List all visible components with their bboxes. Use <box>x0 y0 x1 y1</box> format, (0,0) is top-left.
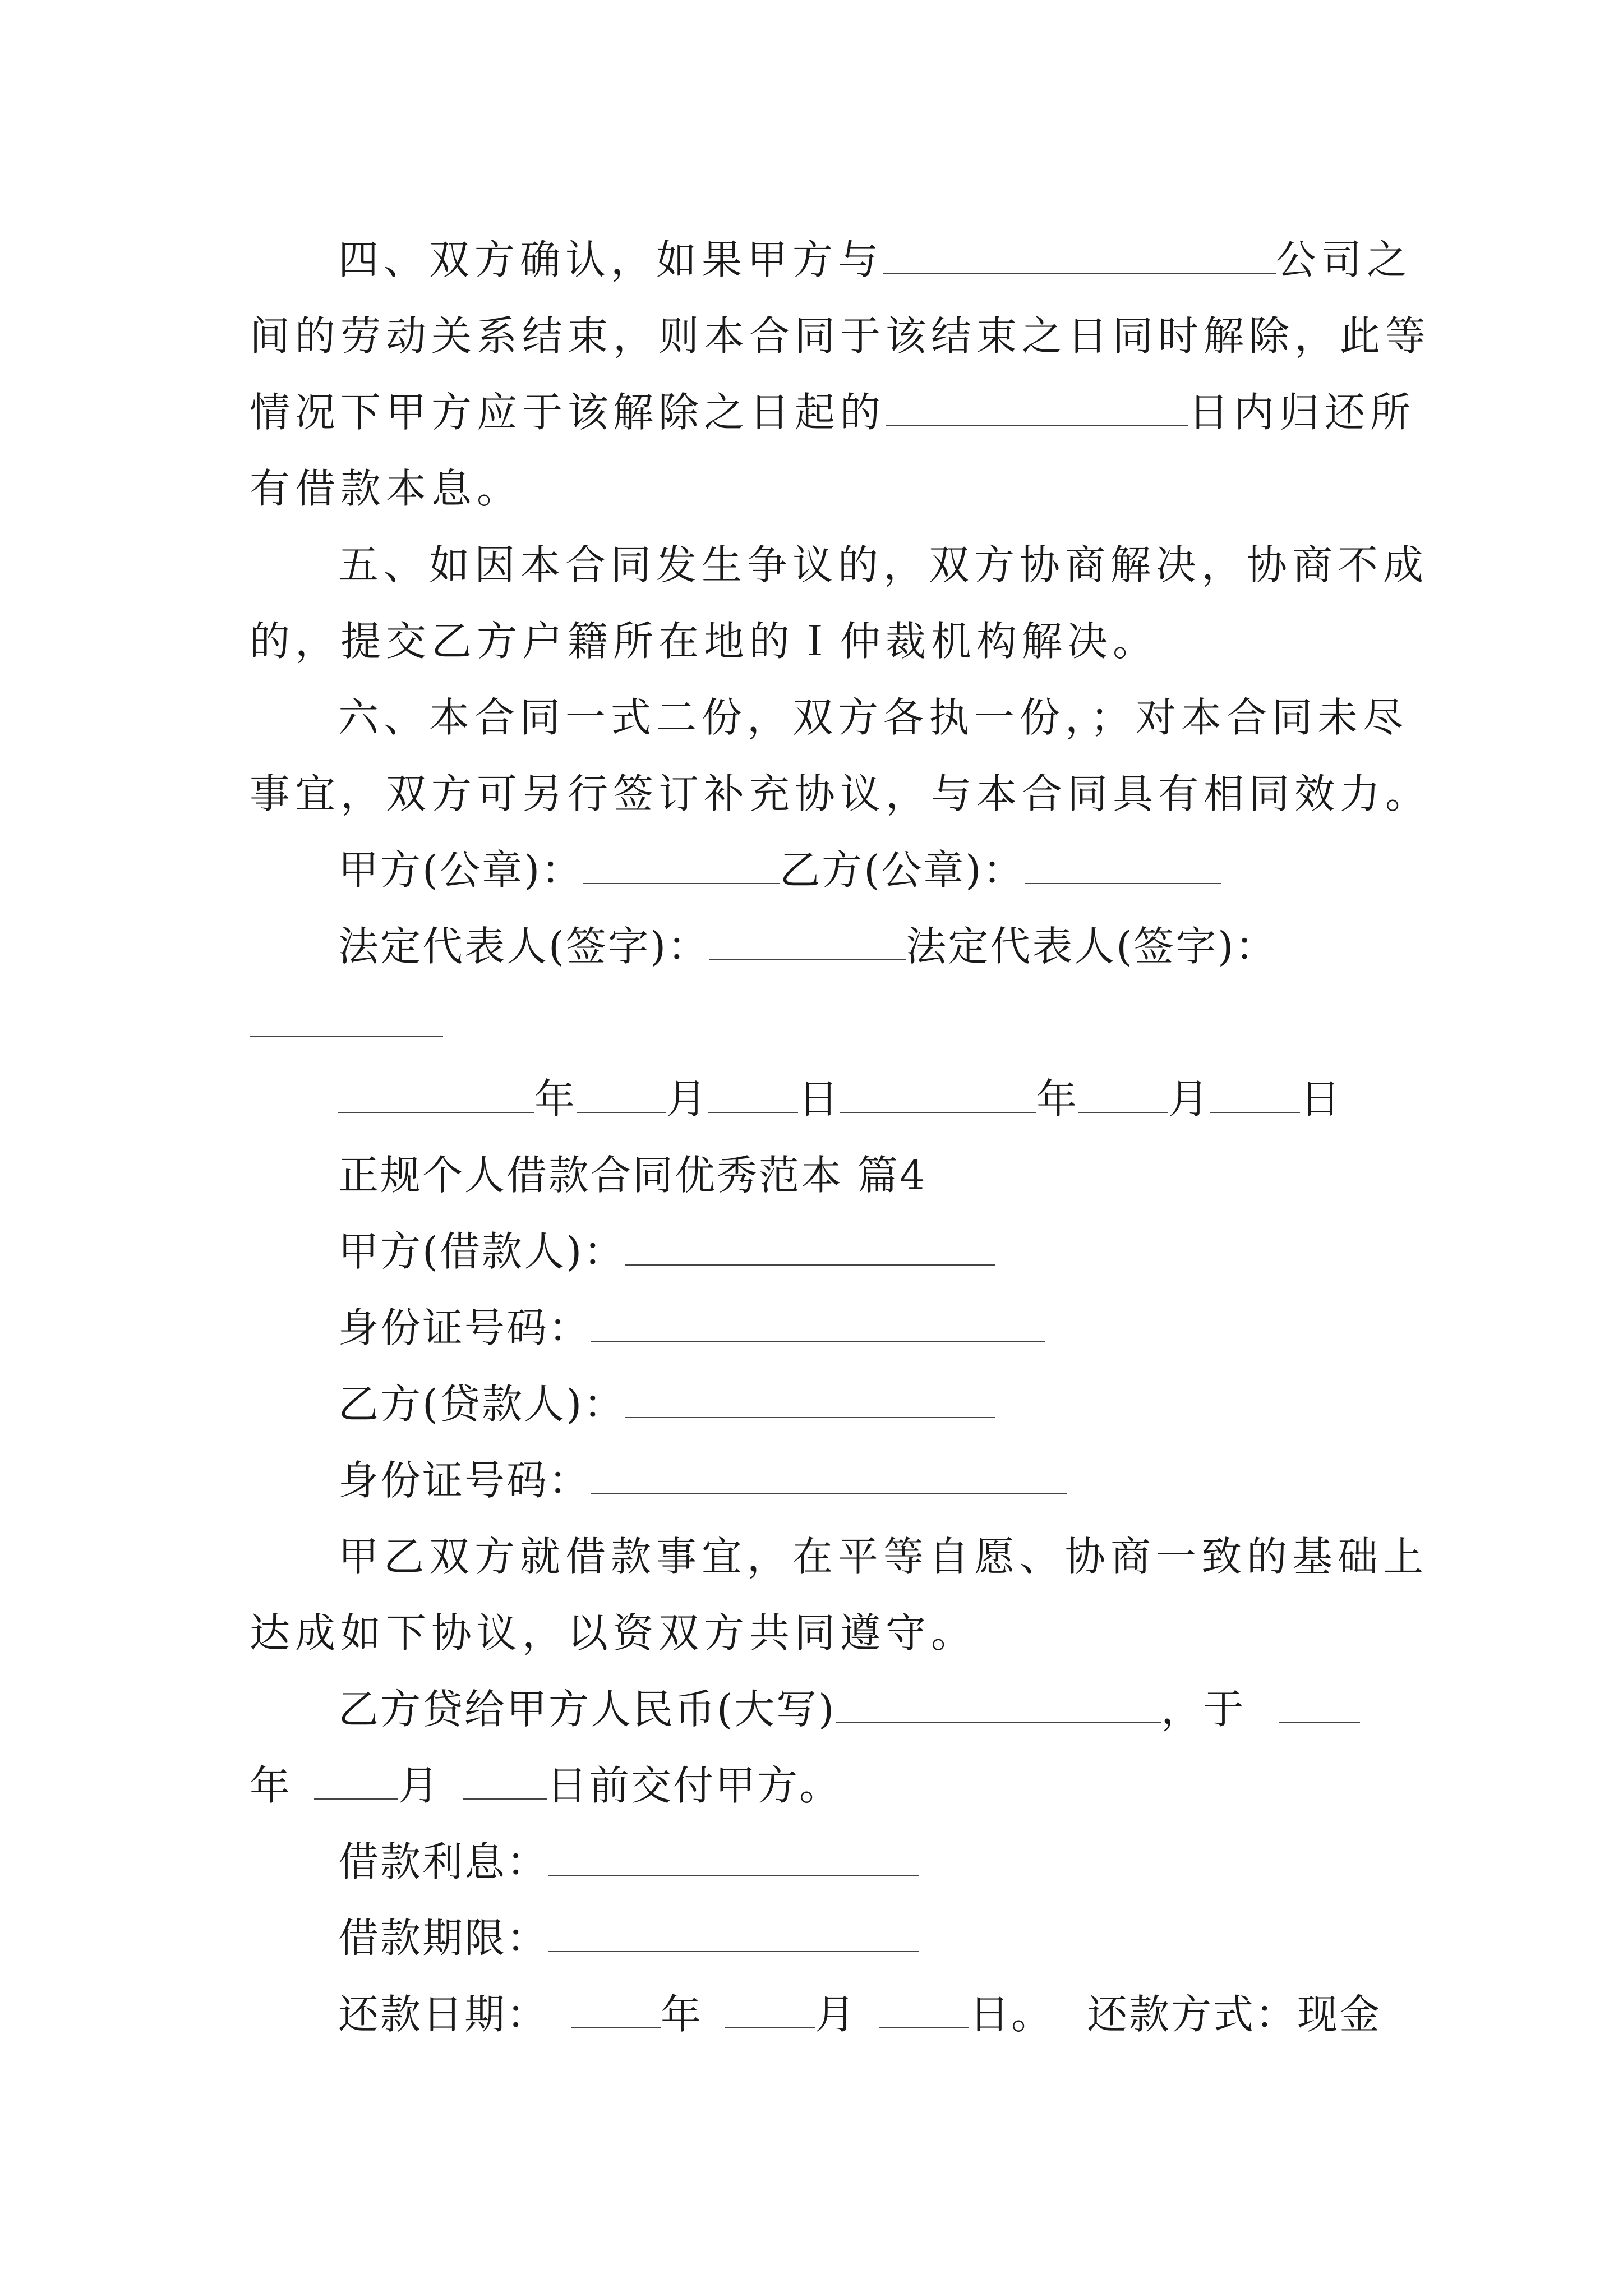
loan-month-blank[interactable] <box>314 1766 398 1800</box>
party-a-seal-label: 甲方(公章)： <box>338 846 584 894</box>
clause-4-line-2: 间的劳动关系结束，则本合同于该结束之日同时解除，此等 <box>250 312 1431 360</box>
rep-a-label: 法定代表人(签字)： <box>338 923 710 970</box>
date-a-month-label: 月 <box>666 1075 709 1122</box>
term-line <box>250 1900 1388 1976</box>
agreement-line-2: 达成如下协议，以资双方共同遵守。 <box>250 1609 977 1657</box>
borrower-line <box>250 1213 1388 1290</box>
clause-4-text-c: 情况下甲方应于该解除之日起的 <box>250 389 886 436</box>
borrower-blank[interactable] <box>625 1232 995 1266</box>
loan-amount-label: 乙方贷给甲方人民币(大写) <box>338 1686 836 1733</box>
clause-4-line-1 <box>250 222 1413 298</box>
lender-id-label: 身份证号码： <box>338 1457 591 1504</box>
date-a-month-blank[interactable] <box>577 1079 666 1113</box>
document-page <box>250 222 1431 2053</box>
clause-4-text-b: 公司之 <box>1276 236 1413 283</box>
date-a-year-label: 年 <box>534 1075 577 1122</box>
repay-label: 还款日期： <box>338 1991 549 2038</box>
company-blank[interactable] <box>883 240 1276 274</box>
borrower-label: 甲方(借款人)： <box>338 1228 626 1275</box>
clause-6-line-2: 事宜，双方可另行签订补充协议，与本合同具有相同效力。 <box>250 770 1431 817</box>
repay-year-label: 年 <box>661 1991 703 2038</box>
borrower-id-blank[interactable] <box>591 1308 1045 1342</box>
repay-day-blank[interactable] <box>879 1995 969 2028</box>
date-a-year-blank[interactable] <box>338 1079 534 1113</box>
rep-b-blank-line <box>250 984 1388 1061</box>
loan-date-line <box>250 1747 1388 1824</box>
loan-month-label: 月 <box>398 1762 441 1809</box>
date-line <box>250 1061 1388 1137</box>
lender-line <box>250 1366 1388 1442</box>
agreement-line-1: 甲乙双方就借款事宜，在平等自愿、协商一致的基础上 <box>338 1533 1429 1580</box>
party-a-seal-blank[interactable] <box>583 850 780 884</box>
clause-6-line-1: 六、本合同一式二份，双方各执一份，；对本合同未尽 <box>338 694 1409 741</box>
loan-amount-blank[interactable] <box>836 1690 1161 1723</box>
seal-line <box>250 832 1388 908</box>
term-label: 借款期限： <box>338 1915 549 1962</box>
interest-label: 借款利息： <box>338 1838 549 1885</box>
lender-label: 乙方(贷款人)： <box>338 1381 626 1428</box>
borrower-id-label: 身份证号码： <box>338 1304 591 1351</box>
borrower-id-line <box>250 1290 1388 1366</box>
clause-4-line-4: 有借款本息。 <box>250 465 523 512</box>
loan-tail: 日前交付甲方。 <box>547 1762 842 1809</box>
date-b-month-label: 月 <box>1168 1075 1211 1122</box>
clause-4-line-3 <box>250 374 1416 450</box>
party-b-seal-label: 乙方(公章)： <box>780 846 1025 894</box>
date-a-day-label: 日 <box>798 1075 841 1122</box>
repay-year-blank[interactable] <box>571 1995 661 2028</box>
date-b-year-label: 年 <box>1036 1075 1079 1122</box>
lender-blank[interactable] <box>625 1384 995 1418</box>
loan-amount-line <box>250 1671 1388 1747</box>
repay-month-label: 月 <box>815 1991 857 2038</box>
date-b-day-label: 日 <box>1300 1075 1343 1122</box>
interest-blank[interactable] <box>548 1842 919 1876</box>
lender-id-line <box>250 1442 1388 1519</box>
repay-line <box>250 1976 1388 2053</box>
repay-method: 还款方式：现金 <box>1087 1991 1382 2038</box>
party-b-seal-blank[interactable] <box>1025 850 1221 884</box>
representative-line <box>250 908 1388 984</box>
clause-4-text-d: 日内归还所 <box>1188 389 1416 436</box>
clause-4-text-a: 四、双方确认，如果甲方与 <box>338 236 884 283</box>
term-blank[interactable] <box>548 1918 919 1952</box>
date-b-year-blank[interactable] <box>840 1079 1036 1113</box>
loan-year-label: 年 <box>250 1762 292 1809</box>
date-a-day-blank[interactable] <box>708 1079 798 1113</box>
rep-b-blank[interactable] <box>250 1003 443 1037</box>
interest-line <box>250 1824 1388 1900</box>
days-blank[interactable] <box>886 393 1188 426</box>
loan-on-label: ，于 <box>1161 1686 1246 1733</box>
loan-year-blank[interactable] <box>1279 1690 1360 1723</box>
clause-5-line-1: 五、如因本合同发生争议的，双方协商解决，协商不成 <box>338 541 1429 588</box>
lender-id-blank[interactable] <box>591 1461 1067 1494</box>
section-title: 正规个人借款合同优秀范本 篇4 <box>338 1152 927 1199</box>
rep-b-label: 法定代表人(签字)： <box>906 923 1278 970</box>
rep-a-blank[interactable] <box>709 927 906 960</box>
clause-5-line-2: 的，提交乙方户籍所在地的Ｉ仲裁机构解决。 <box>250 618 1159 665</box>
repay-day-label: 日。 <box>969 1991 1054 2038</box>
loan-day-blank[interactable] <box>463 1766 547 1800</box>
repay-month-blank[interactable] <box>725 1995 815 2028</box>
date-b-month-blank[interactable] <box>1078 1079 1168 1113</box>
date-b-day-blank[interactable] <box>1210 1079 1300 1113</box>
